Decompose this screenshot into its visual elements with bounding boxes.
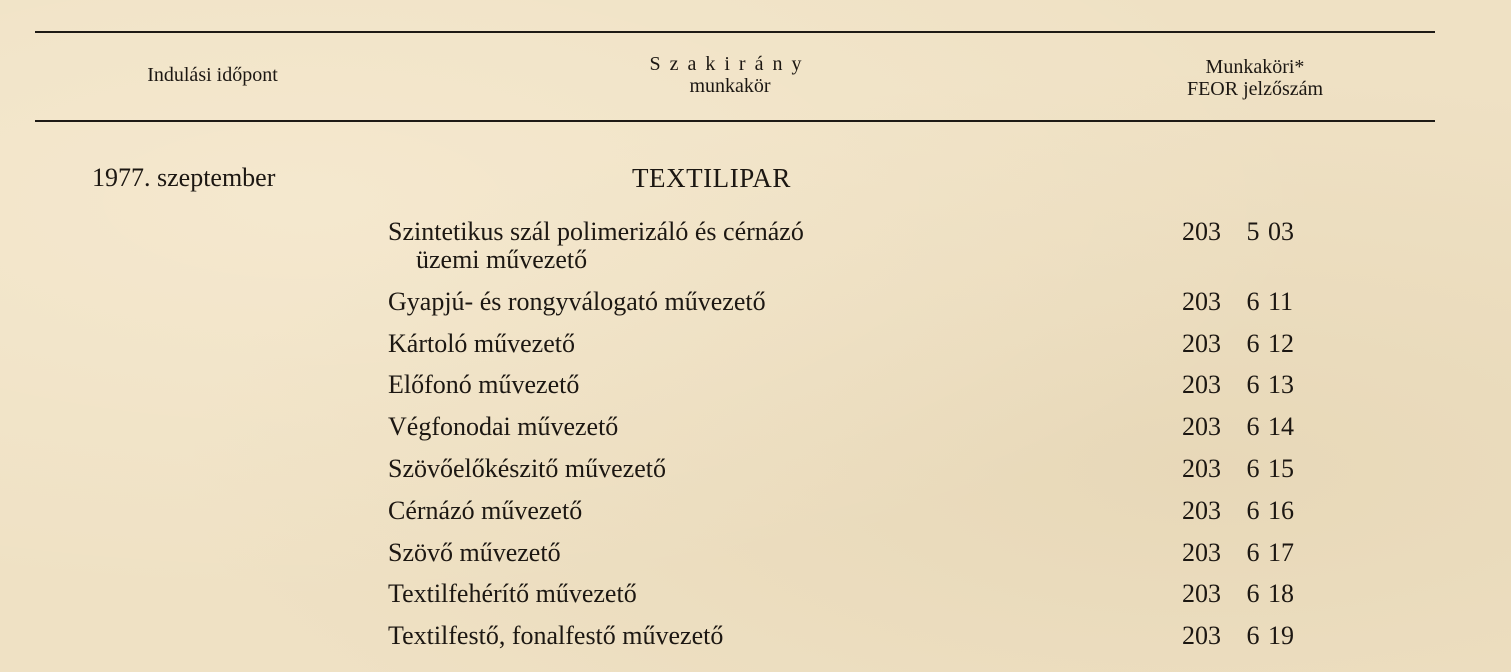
feor-code-item: 17 — [1268, 538, 1294, 567]
feor-code-group: 203 — [1182, 579, 1221, 608]
feor-code-item: 16 — [1268, 496, 1294, 525]
job-title — [388, 413, 1108, 441]
feor-code-item: 03 — [1268, 217, 1294, 246]
column-header-feor-line1: Munkaköri* — [1205, 56, 1305, 78]
feor-code-group: 203 — [1182, 287, 1221, 316]
feor-code-item: 15 — [1268, 454, 1294, 483]
job-title-line1: Szintetikus szál polimerizáló és cérnázó — [388, 217, 804, 246]
job-title — [388, 330, 1108, 358]
feor-code-subgroup: 6 — [1246, 412, 1260, 441]
feor-code — [1182, 330, 1308, 358]
feor-code — [1182, 371, 1308, 399]
job-title — [388, 218, 1108, 274]
feor-code — [1182, 455, 1308, 483]
job-title-line2: üzemi művezető — [416, 245, 588, 274]
job-title-line1: Előfonó művezető — [388, 370, 580, 399]
feor-code-group: 203 — [1182, 621, 1221, 650]
feor-code — [1182, 218, 1308, 246]
start-date: 1977. szeptember — [92, 163, 276, 192]
job-title-line1: Kártoló művezető — [388, 329, 575, 358]
column-header-specialization-line1: Szakirány — [649, 53, 811, 75]
job-title-line1: Szövőelőkészitő művezető — [388, 454, 666, 483]
feor-code-item: 12 — [1268, 329, 1294, 358]
job-title-line1: Textilfehérítő művezető — [388, 579, 637, 608]
job-title — [388, 622, 1108, 650]
feor-code-subgroup: 6 — [1246, 287, 1260, 316]
feor-code-group: 203 — [1182, 370, 1221, 399]
feor-code-subgroup: 6 — [1246, 370, 1260, 399]
feor-code — [1182, 539, 1308, 567]
feor-code-group: 203 — [1182, 329, 1221, 358]
feor-code-subgroup: 6 — [1246, 538, 1260, 567]
feor-code-item: 19 — [1268, 621, 1294, 650]
feor-code-subgroup: 6 — [1246, 496, 1260, 525]
column-header-specialization-line2: munkakör — [689, 75, 771, 97]
feor-code-group: 203 — [1182, 217, 1221, 246]
job-title — [388, 539, 1108, 567]
feor-code — [1182, 580, 1308, 608]
feor-code-item: 11 — [1268, 287, 1294, 316]
feor-code-group: 203 — [1182, 454, 1221, 483]
feor-code — [1182, 288, 1308, 316]
job-title-line1: Textilfestő, fonalfestő művezető — [388, 621, 724, 650]
job-title — [388, 371, 1108, 399]
column-header-start-date-label: Indulási időpont — [147, 64, 278, 86]
job-title — [388, 580, 1108, 608]
feor-code-item: 14 — [1268, 412, 1294, 441]
job-title-line1: Cérnázó művezető — [388, 496, 583, 525]
feor-code-subgroup: 5 — [1246, 217, 1260, 246]
column-header-feor-line2: FEOR jelzőszám — [1186, 78, 1324, 100]
section-title: TEXTILIPAR — [632, 163, 791, 193]
feor-code-item: 13 — [1268, 370, 1294, 399]
feor-code-group: 203 — [1182, 538, 1221, 567]
feor-code — [1182, 497, 1308, 525]
feor-code-subgroup: 6 — [1246, 329, 1260, 358]
job-title-line1: Szövő művezető — [388, 538, 561, 567]
job-title-line1: Gyapjú- és rongyválogató művezető — [388, 287, 766, 316]
feor-code-subgroup: 6 — [1246, 579, 1260, 608]
feor-code — [1182, 413, 1308, 441]
job-title — [388, 288, 1108, 316]
feor-code-subgroup: 6 — [1246, 621, 1260, 650]
feor-code-item: 18 — [1268, 579, 1294, 608]
job-title — [388, 455, 1108, 483]
job-title-line1: Végfonodai művezető — [388, 412, 619, 441]
feor-code — [1182, 622, 1308, 650]
feor-code-group: 203 — [1182, 412, 1221, 441]
feor-code-group: 203 — [1182, 496, 1221, 525]
feor-code-subgroup: 6 — [1246, 454, 1260, 483]
job-title — [388, 497, 1108, 525]
